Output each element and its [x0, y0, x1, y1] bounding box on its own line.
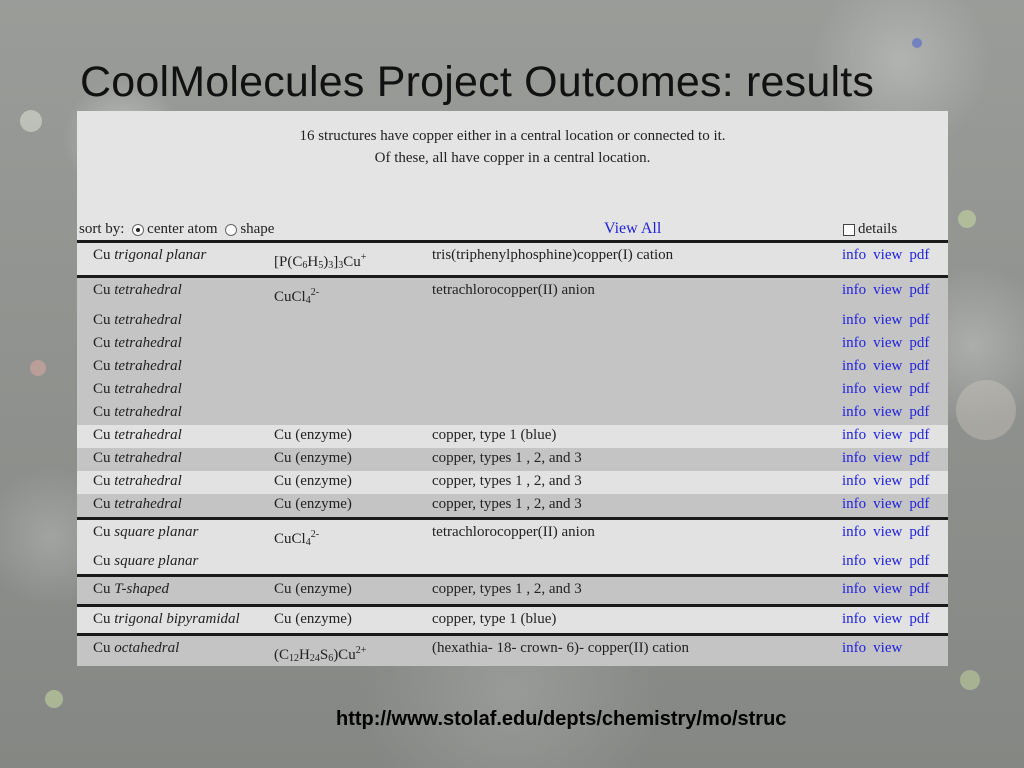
background-molecule-decoration: [30, 360, 46, 376]
info-link[interactable]: info: [842, 524, 867, 540]
results-table: [77, 240, 948, 666]
info-link[interactable]: info: [842, 381, 867, 397]
cell-compound-name: copper, types 1 , 2, and 3: [432, 473, 582, 489]
cell-compound-name: copper, types 1 , 2, and 3: [432, 450, 582, 466]
cell-shape: tetrahedral: [114, 473, 182, 489]
cell-center-atom: Cu tetrahedral: [93, 358, 182, 374]
cell-links: [842, 335, 936, 352]
table-row: [77, 633, 948, 666]
view-link[interactable]: view: [873, 247, 903, 263]
cell-formula: Cu (enzyme): [274, 581, 352, 597]
slide-title: CoolMolecules Project Outcomes: results: [80, 58, 875, 106]
cell-center-atom: Cu tetrahedral: [93, 335, 182, 351]
cell-links: [842, 358, 936, 375]
details-toggle[interactable]: [843, 221, 897, 238]
cell-shape: tetrahedral: [114, 496, 182, 512]
cell-links: [842, 496, 936, 513]
view-link[interactable]: view: [873, 553, 903, 569]
view-link[interactable]: view: [873, 450, 903, 466]
background-molecule-decoration: [958, 210, 976, 228]
cell-shape: tetrahedral: [114, 335, 182, 351]
pdf-link[interactable]: pdf: [909, 312, 930, 328]
cell-compound-name: tetrachlorocopper(II) anion: [432, 282, 595, 298]
table-row: [77, 517, 948, 551]
table-row: [77, 333, 948, 356]
cell-links: [842, 611, 936, 628]
cell-shape: tetrahedral: [114, 282, 182, 298]
pdf-link[interactable]: pdf: [909, 427, 930, 443]
cell-links: [842, 640, 909, 657]
table-row: [77, 379, 948, 402]
view-all-link[interactable]: View All: [604, 220, 662, 237]
cell-links: [842, 473, 936, 490]
sort-label: sort by:: [79, 221, 125, 237]
cell-center-atom: Cu tetrahedral: [93, 404, 182, 420]
cell-formula: Cu (enzyme): [274, 427, 352, 443]
table-row: [77, 240, 948, 275]
table-row: [77, 471, 948, 494]
cell-links: [842, 381, 936, 398]
cell-center-atom: Cu square planar: [93, 524, 199, 540]
info-link[interactable]: info: [842, 611, 867, 627]
info-link[interactable]: info: [842, 473, 867, 489]
table-row: [77, 604, 948, 633]
cell-shape: trigonal planar: [114, 247, 207, 263]
cell-center-atom: Cu tetrahedral: [93, 282, 182, 298]
table-row: [77, 448, 948, 471]
info-link[interactable]: info: [842, 496, 867, 512]
cell-compound-name: tris(triphenylphosphine)copper(I) cation: [432, 247, 674, 263]
cell-center-atom: Cu tetrahedral: [93, 312, 182, 328]
cell-formula: Cu (enzyme): [274, 450, 352, 466]
sort-shape-label[interactable]: shape: [240, 221, 275, 237]
cell-compound-name: tetrachlorocopper(II) anion: [432, 524, 595, 540]
details-label[interactable]: details: [858, 221, 898, 237]
cell-links: [842, 427, 936, 444]
cell-center-atom: Cu trigonal bipyramidal: [93, 611, 240, 627]
cell-formula: CuCl$_4^{2-}$: [274, 529, 320, 548]
results-panel: [77, 111, 948, 664]
cell-compound-name: copper, types 1 , 2, and 3: [432, 581, 582, 597]
sort-options: [79, 221, 274, 238]
sort-center-atom-label[interactable]: center atom: [147, 221, 218, 237]
info-link[interactable]: info: [842, 335, 867, 351]
cell-compound-name: copper, type 1 (blue): [432, 611, 557, 627]
sort-center-atom-radio[interactable]: [132, 224, 144, 236]
results-controls: [77, 219, 948, 241]
cell-formula: Cu (enzyme): [274, 611, 352, 627]
cell-links: [842, 524, 936, 541]
cell-shape: tetrahedral: [114, 358, 182, 374]
cell-links: [842, 247, 936, 264]
table-row: [77, 356, 948, 379]
table-row: [77, 494, 948, 517]
cell-center-atom: Cu trigonal planar: [93, 247, 207, 263]
table-row: [77, 551, 948, 574]
table-row: [77, 574, 948, 604]
background-molecule-decoration: [912, 38, 922, 48]
cell-formula: $[P(C_6H_5)_3]_3Cu^+$: [274, 252, 367, 271]
info-link[interactable]: info: [842, 640, 867, 656]
cell-shape: octahedral: [114, 640, 180, 656]
cell-shape: square planar: [114, 524, 199, 540]
view-link[interactable]: view: [873, 581, 903, 597]
cell-shape: trigonal bipyramidal: [114, 611, 240, 627]
background-molecule-decoration: [45, 690, 63, 708]
background-molecule-decoration: [956, 380, 1016, 440]
cell-links: [842, 282, 936, 299]
info-link[interactable]: info: [842, 358, 867, 374]
cell-shape: T-shaped: [114, 581, 169, 597]
info-link[interactable]: info: [842, 553, 867, 569]
cell-center-atom: Cu tetrahedral: [93, 381, 182, 397]
cell-shape: square planar: [114, 553, 199, 569]
cell-shape: tetrahedral: [114, 381, 182, 397]
cell-links: [842, 312, 936, 329]
cell-center-atom: Cu octahedral: [93, 640, 180, 656]
view-link[interactable]: view: [873, 282, 903, 298]
summary-line-2: Of these, all have copper in a central location.: [374, 150, 651, 166]
view-link[interactable]: view: [873, 611, 903, 627]
cell-shape: tetrahedral: [114, 404, 182, 420]
cell-center-atom: Cu square planar: [93, 553, 199, 569]
view-link[interactable]: view: [873, 335, 903, 351]
view-link[interactable]: view: [873, 496, 903, 512]
cell-center-atom: Cu tetrahedral: [93, 450, 182, 466]
info-link[interactable]: info: [842, 282, 867, 298]
info-link[interactable]: info: [842, 404, 867, 420]
pdf-link[interactable]: pdf: [909, 611, 930, 627]
info-link[interactable]: info: [842, 312, 867, 328]
pdf-link[interactable]: pdf: [909, 335, 930, 351]
view-link[interactable]: view: [873, 473, 903, 489]
info-link[interactable]: info: [842, 247, 867, 263]
cell-center-atom: Cu tetrahedral: [93, 496, 182, 512]
view-link[interactable]: view: [873, 427, 903, 443]
pdf-link[interactable]: pdf: [909, 282, 930, 298]
view-link[interactable]: view: [873, 640, 903, 656]
view-link[interactable]: view: [873, 381, 903, 397]
view-link[interactable]: view: [873, 524, 903, 540]
cell-compound-name: copper, type 1 (blue): [432, 427, 557, 443]
cell-links: [842, 581, 936, 598]
info-link[interactable]: info: [842, 581, 867, 597]
background-molecule-decoration: [20, 110, 42, 132]
pdf-link[interactable]: pdf: [909, 473, 930, 489]
view-link[interactable]: view: [873, 312, 903, 328]
table-row: [77, 425, 948, 448]
pdf-link[interactable]: pdf: [909, 553, 930, 569]
table-row: [77, 402, 948, 425]
details-checkbox[interactable]: [843, 224, 855, 236]
view-link[interactable]: view: [873, 404, 903, 420]
cell-formula: $(C_{12}H_{24}S_6)Cu^{2+}$: [274, 645, 367, 664]
cell-formula: Cu (enzyme): [274, 496, 352, 512]
pdf-link[interactable]: pdf: [909, 247, 930, 263]
cell-shape: tetrahedral: [114, 450, 182, 466]
sort-shape-radio[interactable]: [225, 224, 237, 236]
cell-links: [842, 553, 936, 570]
view-link[interactable]: view: [873, 358, 903, 374]
cell-shape: tetrahedral: [114, 427, 182, 443]
pdf-link[interactable]: pdf: [909, 450, 930, 466]
table-row: [77, 310, 948, 333]
pdf-link[interactable]: pdf: [909, 404, 930, 420]
pdf-link[interactable]: pdf: [909, 358, 930, 374]
cell-links: [842, 450, 936, 467]
cell-shape: tetrahedral: [114, 312, 182, 328]
cell-formula: Cu (enzyme): [274, 473, 352, 489]
cell-compound-name: (hexathia- 18- crown- 6)- copper(II) cation: [432, 640, 689, 656]
pdf-link[interactable]: pdf: [909, 581, 930, 597]
info-link[interactable]: info: [842, 427, 867, 443]
table-row: [77, 275, 948, 310]
cell-center-atom: Cu T-shaped: [93, 581, 169, 597]
pdf-link[interactable]: pdf: [909, 496, 930, 512]
results-summary: [77, 125, 948, 169]
source-url: http://www.stolaf.edu/depts/chemistry/mo/struc: [336, 708, 787, 730]
cell-links: [842, 404, 936, 421]
cell-compound-name: copper, types 1 , 2, and 3: [432, 496, 582, 512]
cell-center-atom: Cu tetrahedral: [93, 427, 182, 443]
cell-formula: CuCl$_4^{2-}$: [274, 287, 320, 306]
cell-center-atom: Cu tetrahedral: [93, 473, 182, 489]
pdf-link[interactable]: pdf: [909, 381, 930, 397]
summary-line-1: 16 structures have copper either in a central location or connected to it.: [299, 128, 726, 144]
pdf-link[interactable]: pdf: [909, 524, 930, 540]
background-molecule-decoration: [960, 670, 980, 690]
info-link[interactable]: info: [842, 450, 867, 466]
